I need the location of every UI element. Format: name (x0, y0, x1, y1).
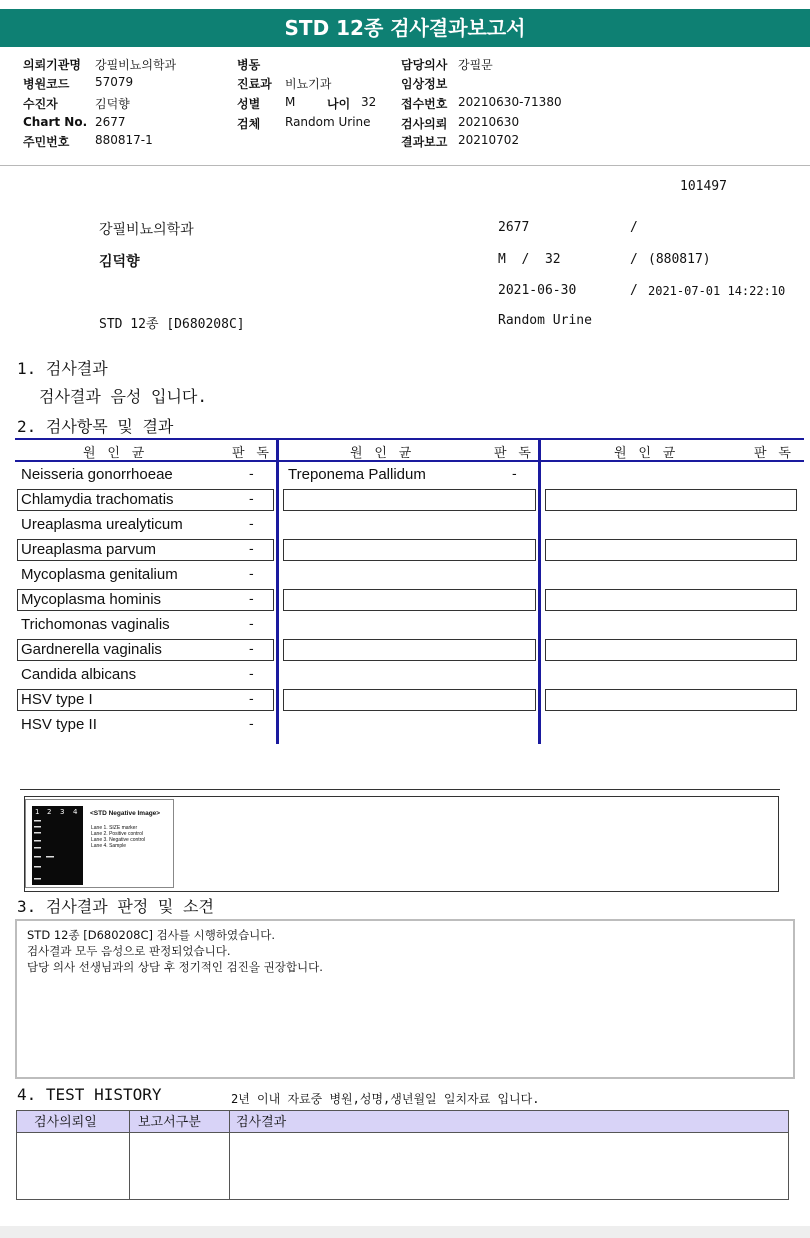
pathogen-result: - (249, 515, 254, 531)
pathogen-result: - (249, 615, 254, 631)
gel-caption-title: <STD Negative Image> (90, 810, 161, 817)
summary-chart-no: 2677 (498, 220, 530, 235)
history-header-row (17, 1111, 788, 1133)
gel-caption-line: Lane 3. Negative control (91, 837, 146, 843)
summary-date-request: 2021-06-30 (498, 283, 577, 298)
grid-divider (538, 438, 541, 744)
gel-lane-label: 4 (73, 808, 78, 816)
pathogen-result: - (249, 540, 254, 556)
header-label: 검체 (237, 117, 261, 131)
col-header-result: 판 독 (494, 446, 533, 461)
history-table (16, 1110, 789, 1200)
col-header-pathogen: 원 인 균 (614, 446, 678, 461)
age-label: 나이 (327, 97, 351, 111)
header-value: 20210702 (458, 133, 520, 147)
pathogen-name: Trichomonas vaginalis (21, 616, 170, 633)
col-header-result: 판 독 (754, 446, 793, 461)
header-value: 20210630 (458, 115, 520, 129)
header-value: 강필문 (458, 58, 493, 72)
section2-heading: 2. 검사항목 및 결과 (17, 417, 174, 436)
gel-caption-lanes (91, 825, 145, 849)
pathogen-result: - (249, 665, 254, 681)
opinion-text (27, 927, 783, 975)
pathogen-name: Neisseria gonorrhoeae (21, 466, 173, 483)
header-label: 수진자 (23, 97, 58, 111)
grid-divider (276, 438, 279, 744)
header-value: 김덕향 (95, 97, 130, 111)
header-value: 비뇨기과 (285, 77, 332, 91)
gel-caption-line: Lane 4. Sample (91, 843, 127, 849)
header-label: 접수번호 (401, 97, 448, 111)
opinion-line: STD 12종 [D680208C] 검사를 시행하였습니다. (27, 928, 276, 942)
summary-slash: / (630, 252, 638, 267)
result-row-box (283, 689, 536, 711)
section1-heading: 1. 검사결과 (17, 359, 108, 378)
gel-caption-line: Lane 2. Positive control (91, 831, 143, 837)
header-value: 강필비뇨의학과 (95, 58, 177, 72)
history-col-result: 검사결과 (236, 1115, 287, 1130)
result-row-box (545, 689, 797, 711)
result-row-box (283, 489, 536, 511)
section1-result-text: 검사결과 음성 입니다. (39, 387, 208, 406)
col-header-pathogen: 원 인 균 (83, 446, 147, 461)
history-note: 2년 이내 자료중 병원,성명,생년월일 일치자료 입니다. (231, 1092, 540, 1106)
header-value: M (285, 95, 296, 109)
gel-image-panel (25, 799, 174, 888)
history-col-divider (129, 1111, 130, 1199)
header-label: 병동 (237, 58, 261, 72)
gel-top-rule (20, 789, 780, 790)
section3-heading: 3. 검사결과 판정 및 소견 (17, 897, 214, 916)
header-label: 임상정보 (401, 77, 448, 91)
age-value: 32 (361, 95, 377, 109)
report-number: 101497 (680, 179, 727, 194)
header-value: 880817-1 (95, 133, 153, 147)
header-value: 57079 (95, 75, 134, 89)
opinion-box (15, 919, 795, 1079)
summary-test-name: STD 12종 [D680208C] (99, 317, 245, 332)
opinion-line: 담당 의사 선생님과의 상담 후 정기적인 검진을 권장합니다. (27, 960, 323, 974)
pathogen-result: - (249, 565, 254, 581)
pathogen-name: Ureaplasma urealyticum (21, 516, 183, 533)
result-row-box (545, 489, 797, 511)
header-label: 검사의뢰 (401, 117, 448, 131)
gel-caption-line: Lane 1. SIZE marker (91, 825, 138, 831)
report-title: STD 12종 검사결과보고서 (0, 9, 810, 47)
opinion-line: 검사결과 모두 음성으로 판정되었습니다. (27, 944, 231, 958)
result-row-box (283, 589, 536, 611)
header-label: 의뢰기관명 (23, 58, 81, 72)
header-value: 2677 (95, 115, 126, 129)
pathogen-name: Gardnerella vaginalis (21, 641, 162, 658)
pathogen-name: Chlamydia trachomatis (21, 491, 174, 508)
result-row-box (283, 539, 536, 561)
gel-lane-label: 3 (60, 808, 65, 816)
header-label: 담당의사 (401, 58, 448, 72)
pathogen-result: - (512, 465, 517, 481)
pathogen-result: - (249, 640, 254, 656)
header-label: 병원코드 (23, 77, 70, 91)
result-row-box (283, 639, 536, 661)
pathogen-name: Mycoplasma genitalium (21, 566, 178, 583)
summary-slash: / (630, 283, 638, 298)
history-col-divider (229, 1111, 230, 1199)
result-row-box (545, 639, 797, 661)
col-header-pathogen: 원 인 균 (350, 446, 414, 461)
header-label: 결과보고 (401, 135, 448, 149)
pathogen-name: HSV type II (21, 716, 97, 733)
pathogen-name: Mycoplasma hominis (21, 591, 162, 608)
pathogen-result: - (249, 465, 254, 481)
history-col-report-type: 보고서구분 (138, 1115, 201, 1130)
summary-specimen: Random Urine (498, 313, 592, 328)
pathogen-result: - (249, 590, 254, 606)
header-label: 주민번호 (23, 135, 70, 149)
pathogen-result: - (249, 490, 254, 506)
history-col-request-date: 검사의뢰일 (34, 1115, 97, 1130)
result-row-box (545, 539, 797, 561)
header-label: 진료과 (237, 77, 272, 91)
summary-date-report: 2021-07-01 14:22:10 (648, 284, 786, 298)
summary-patient: 김덕향 (99, 254, 140, 270)
gel-lane-label: 2 (47, 808, 52, 816)
grid-top-rule (15, 438, 804, 440)
header-value: Random Urine (285, 115, 371, 129)
header-divider (0, 165, 810, 166)
header-value: 20210630-71380 (458, 95, 562, 109)
summary-sex-age: M / 32 (498, 252, 561, 267)
summary-hospital: 강필비뇨의학과 (99, 222, 194, 238)
page-bottom-strip (0, 1226, 810, 1238)
pathogen-result: - (249, 690, 254, 706)
col-header-result: 판 독 (232, 446, 271, 461)
pathogen-name: Candida albicans (21, 666, 137, 683)
summary-slash: / (630, 220, 638, 235)
header-label: Chart No. (23, 115, 88, 129)
header-label: 성별 (237, 97, 261, 111)
summary-birth: (880817) (648, 252, 711, 267)
pathogen-name: Treponema Pallidum (288, 466, 426, 483)
section4-heading: 4. TEST HISTORY (17, 1085, 162, 1104)
gel-lane-label: 1 (35, 808, 40, 816)
pathogen-name: HSV type I (21, 691, 93, 708)
pathogen-result: - (249, 715, 254, 731)
pathogen-name: Ureaplasma parvum (21, 541, 157, 558)
result-row-box (545, 589, 797, 611)
